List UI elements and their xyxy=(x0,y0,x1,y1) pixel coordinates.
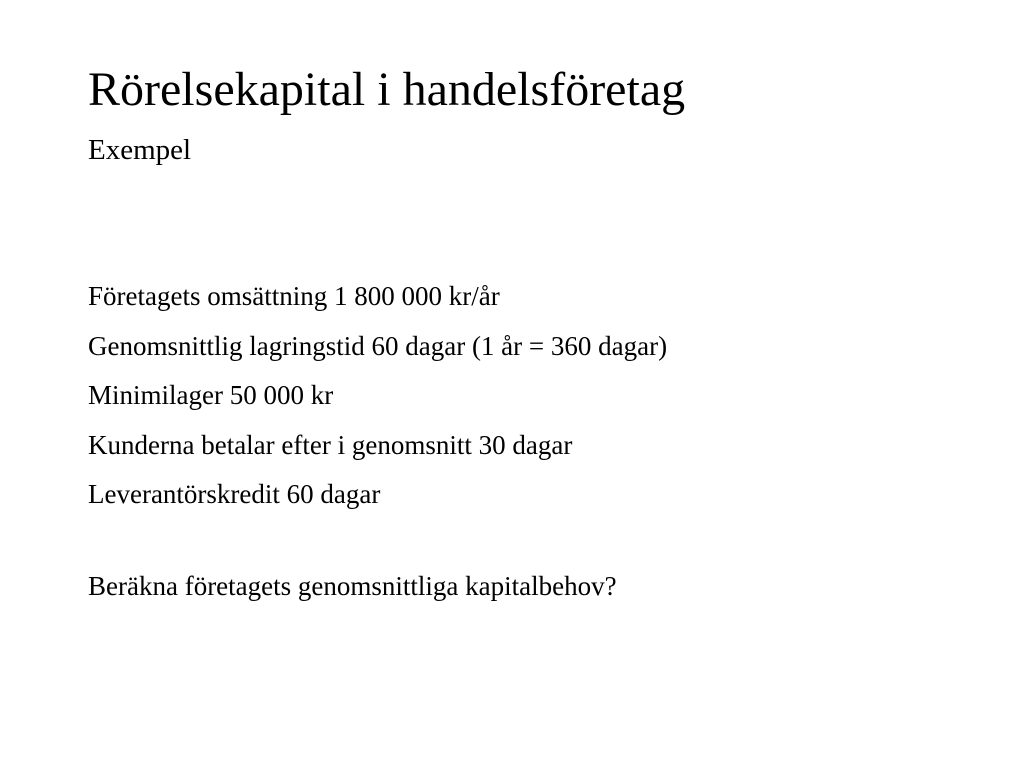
fact-item-storage-time: Genomsnittlig lagringstid 60 dagar (1 år = 360 dagar) xyxy=(88,330,668,361)
facts-list xyxy=(88,272,667,520)
fact-item-supplier-credit: Leverantörskredit 60 dagar xyxy=(88,479,381,509)
slide-subtitle: Exempel xyxy=(88,134,192,166)
slide-question: Beräkna företagets genomsnittliga kapitalbehov? xyxy=(88,571,617,601)
slide-title: Rörelsekapital i handelsföretag xyxy=(88,63,686,116)
fact-item-revenue: Företagets omsättning 1 800 000 kr/år xyxy=(88,281,500,311)
fact-item-customer-credit: Kunderna betalar efter i genomsnitt 30 dagar xyxy=(88,429,573,460)
fact-item-minimum-stock: Minimilager 50 000 kr xyxy=(88,380,334,410)
